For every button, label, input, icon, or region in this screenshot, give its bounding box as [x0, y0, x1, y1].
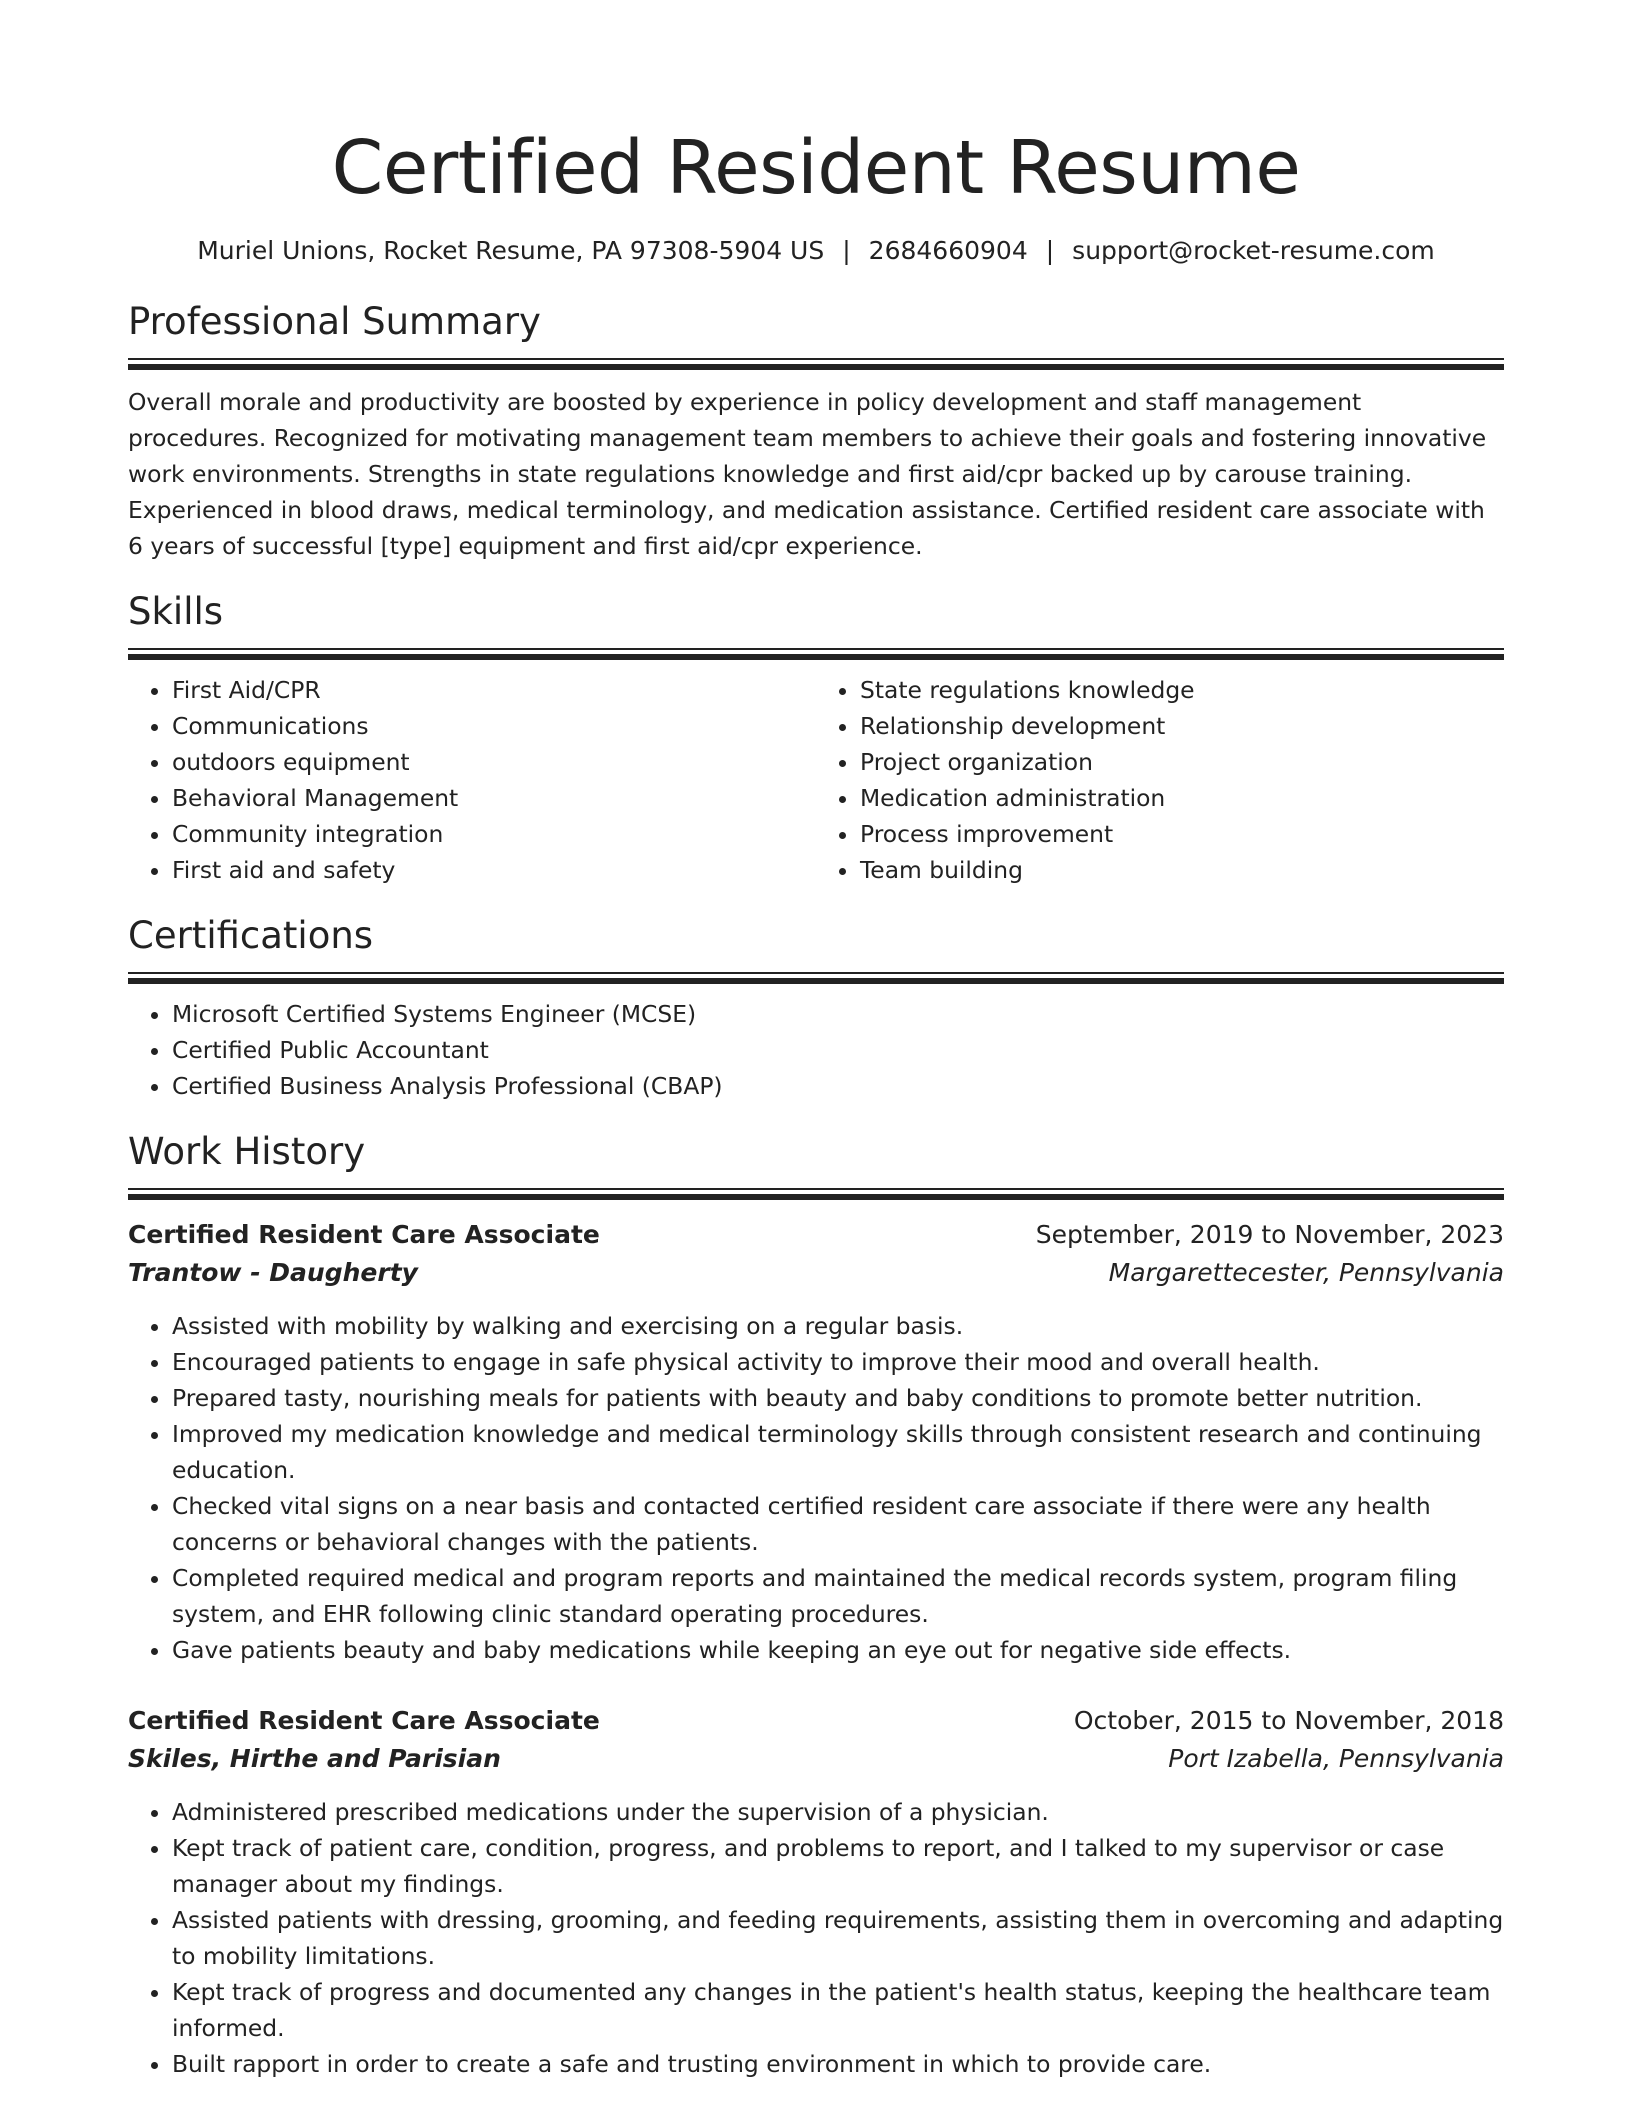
section-divider [128, 648, 1504, 660]
duty-item: • Encouraged patients to engage in safe physical activity to improve their mood and overall health. [172, 1344, 1504, 1380]
job-subheader-row [128, 1254, 1504, 1292]
job-dates: September, 2019 to November, 2023 [1035, 1220, 1504, 1249]
work-history-heading: Work History [128, 1130, 366, 1173]
skill-item: • First aid and safety [172, 852, 816, 888]
summary-section [128, 298, 1504, 564]
job-location: Margarettecester, Pennsylvania [1108, 1258, 1504, 1287]
skill-item: • outdoors equipment [172, 744, 816, 780]
certifications-section [128, 912, 1504, 1104]
skills-list-left [128, 672, 816, 888]
certification-item: • Certified Public Accountant [172, 1032, 1504, 1068]
contact-separator: | [842, 236, 851, 265]
job-title: Certified Resident Care Associate [128, 1706, 600, 1735]
certification-item: • Microsoft Certified Systems Engineer (MCSE) [172, 996, 1504, 1032]
resume-title: Certified Resident Resume [331, 125, 1301, 211]
duty-item: • Assisted patients with dressing, grooming, and feeding requirements, assisting them in overcoming and adapting to mobility limitations. [172, 1902, 1504, 1974]
contact-email[interactable]: support@rocket-resume.com [1072, 236, 1435, 265]
duty-item: • Gave patients beauty and baby medications while keeping an eye out for negative side effects. [172, 1632, 1504, 1668]
job-header-row [128, 1216, 1504, 1254]
section-divider [128, 358, 1504, 370]
duty-item: • Prepared tasty, nourishing meals for patients with beauty and baby conditions to promote better nutrition. [172, 1380, 1504, 1416]
skill-item: • State regulations knowledge [860, 672, 1504, 708]
skill-item: • Project organization [860, 744, 1504, 780]
skill-item: • Communications [172, 708, 816, 744]
duty-item: • Completed required medical and program reports and maintained the medical records system, program filing system, and EHR following clinic standard operating procedures. [172, 1560, 1504, 1632]
job-title: Certified Resident Care Associate [128, 1220, 600, 1249]
job-header-row [128, 1702, 1504, 1740]
summary-heading: Professional Summary [128, 300, 541, 343]
job-company: Trantow - Daugherty [128, 1258, 418, 1287]
job-location: Port Izabella, Pennsylvania [1168, 1744, 1504, 1773]
job-entry [128, 1702, 1504, 2082]
duty-item: • Kept track of progress and documented any changes in the patient's health status, keeping the healthcare team informed. [172, 1974, 1504, 2046]
contact-separator: | [1045, 236, 1055, 265]
duty-item: • Checked vital signs on a near basis and contacted certified resident care associate if there were any health concerns or behavioral changes with the patients. [172, 1488, 1504, 1560]
skill-item: • Community integration [172, 816, 816, 852]
duty-item: • Kept track of patient care, condition, progress, and problems to report, and I talked to my supervisor or case manager about my findings. [172, 1830, 1504, 1902]
job-subheader-row [128, 1740, 1504, 1778]
skills-heading: Skills [128, 590, 224, 633]
skill-item: • Team building [860, 852, 1504, 888]
skill-item: • Medication administration [860, 780, 1504, 816]
job-dates: October, 2015 to November, 2018 [1073, 1706, 1504, 1735]
skill-item: • Relationship development [860, 708, 1504, 744]
duty-item: • Assisted with mobility by walking and exercising on a regular basis. [172, 1308, 1504, 1344]
skills-grid [128, 672, 1504, 888]
work-history-section [128, 1128, 1504, 2082]
job-duties-list [128, 1308, 1504, 1668]
contact-address: Muriel Unions, Rocket Resume, PA 97308-5904 US [197, 236, 825, 265]
duty-item: • Improved my medication knowledge and medical terminology skills through consistent research and continuing education. [172, 1416, 1504, 1488]
contact-line [128, 234, 1504, 268]
job-entry [128, 1216, 1504, 1668]
skill-item: • Process improvement [860, 816, 1504, 852]
resume-page [128, 0, 1504, 2082]
job-duties-list [128, 1794, 1504, 2082]
skills-list-right [816, 672, 1504, 888]
duty-item: • Administered prescribed medications under the supervision of a physician. [172, 1794, 1504, 1830]
section-divider [128, 1188, 1504, 1200]
duty-item: • Built rapport in order to create a safe and trusting environment in which to provide care. [172, 2046, 1504, 2082]
section-divider [128, 972, 1504, 984]
skill-item: • Behavioral Management [172, 780, 816, 816]
certifications-list [128, 996, 1504, 1104]
certifications-heading: Certifications [128, 914, 374, 957]
summary-text: Overall morale and productivity are boosted by experience in policy development and staff management procedures. Recognized for motivating management team members to achieve their goals and fostering innovative work environments. Strengths in state regulations knowledge and first aid/cpr backed up by carouse training. Experienced in blood draws, medical terminology, and medication assistance. Certified resident care associate with 6 years of successful [type] equipment and first aid/cpr experience. [128, 388, 1487, 560]
skill-item: • First Aid/CPR [172, 672, 816, 708]
skills-section [128, 588, 1504, 888]
job-company: Skiles, Hirthe and Parisian [128, 1744, 501, 1773]
contact-phone: 2684660904 [868, 236, 1028, 265]
certification-item: • Certified Business Analysis Professional (CBAP) [172, 1068, 1504, 1104]
